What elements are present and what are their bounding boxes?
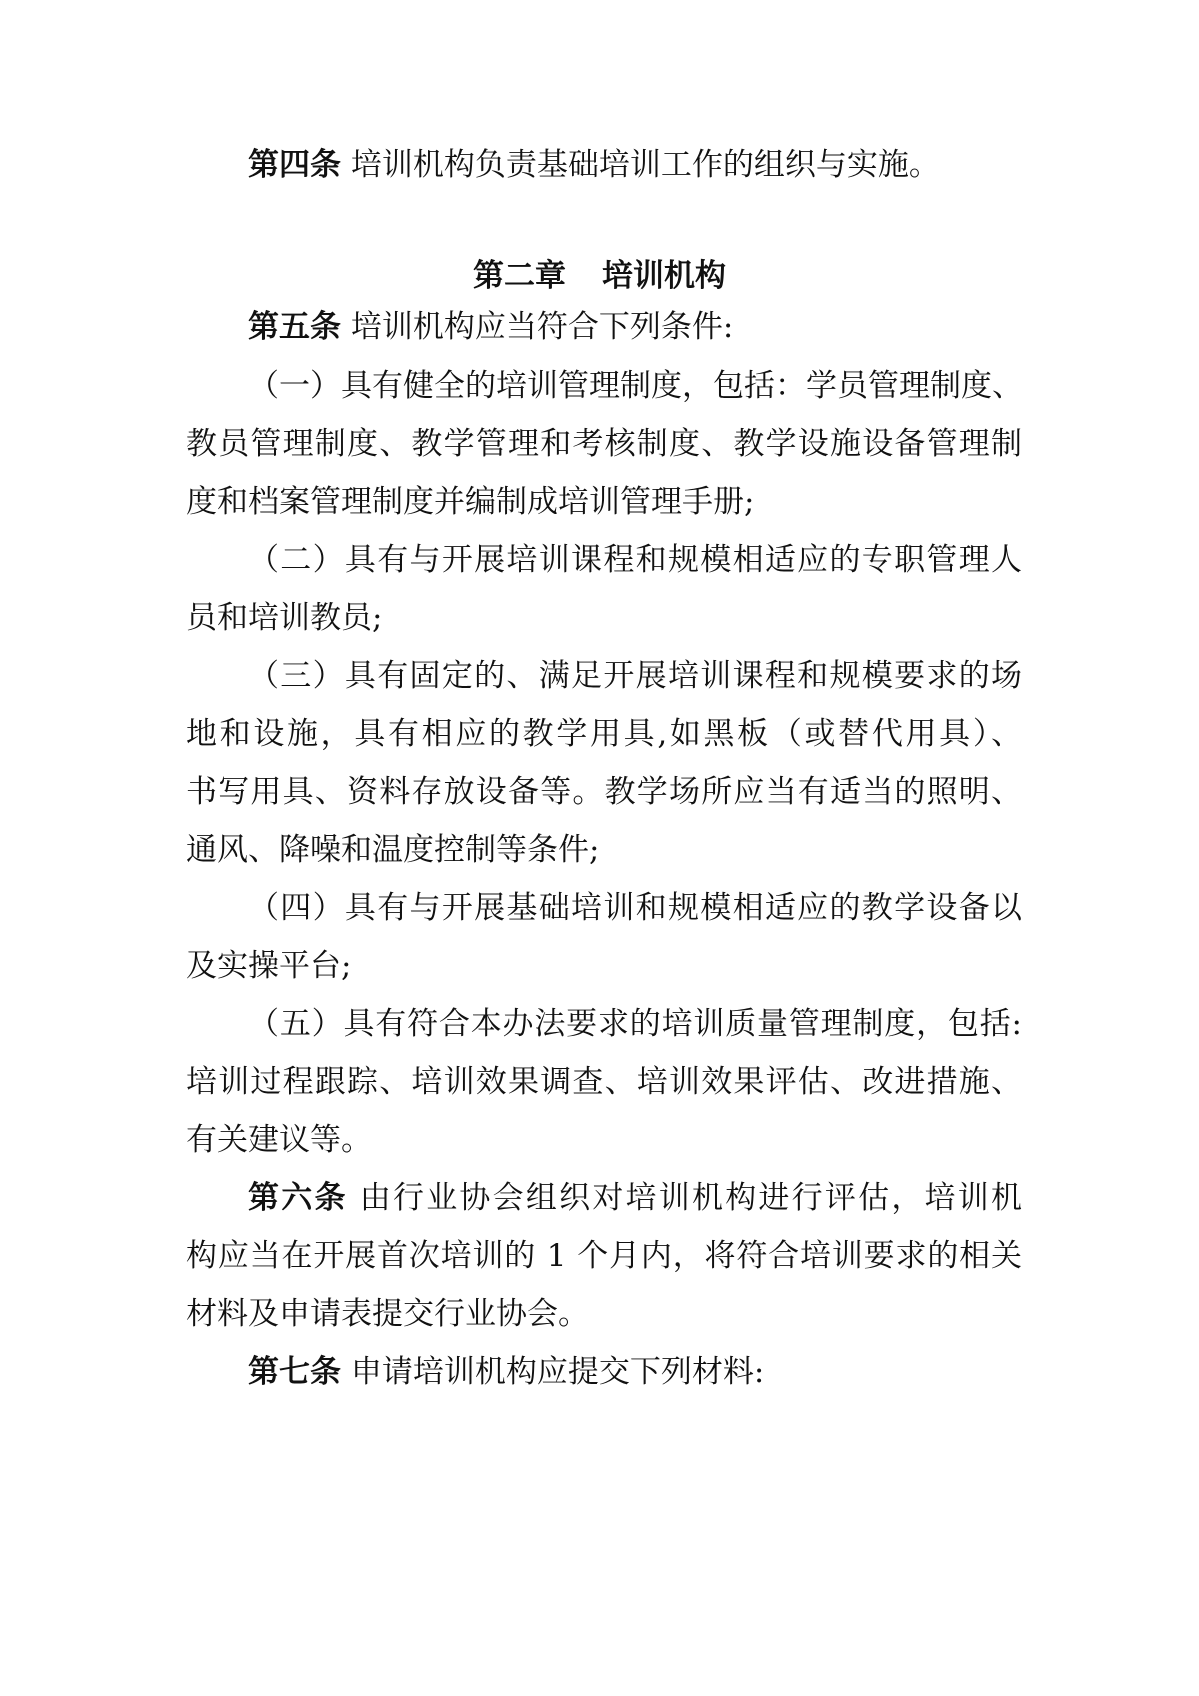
item-1-line-1: （一）具有健全的培训管理制度，包括：学员管理制度、 bbox=[248, 368, 1023, 404]
article-7-text: 申请培训机构应提交下列材料: bbox=[341, 1354, 765, 1390]
article-6-line-1 bbox=[248, 1176, 1022, 1220]
item-5-line-1: （五）具有符合本办法要求的培训质量管理制度，包括: bbox=[248, 1006, 1022, 1042]
chapter-heading bbox=[0, 254, 1199, 298]
article-4-text: 培训机构负责基础培训工作的组织与实施。 bbox=[341, 147, 940, 183]
article-5-label: 第五条 bbox=[248, 309, 341, 345]
item-3-line-4: 通风、降噪和温度控制等条件; bbox=[186, 832, 600, 868]
article-6-text: 由行业协会组织对培训机构进行评估，培训机 bbox=[347, 1180, 1022, 1216]
item-3-line-2: 地和设施，具有相应的教学用具,如黑板（或替代用具）、 bbox=[186, 716, 1022, 752]
item-3-line-1: （三）具有固定的、满足开展培训课程和规模要求的场 bbox=[248, 658, 1022, 694]
article-6-label: 第六条 bbox=[248, 1180, 348, 1216]
item-4-line-2: 及实操平台; bbox=[186, 948, 352, 984]
article-4-label: 第四条 bbox=[248, 147, 341, 183]
item-1-line-2: 教员管理制度、教学管理和考核制度、教学设施设备管理制 bbox=[186, 426, 1022, 462]
chapter-title: 培训机构 bbox=[602, 258, 726, 294]
article-6-line-2: 构应当在开展首次培训的 1 个月内，将符合培训要求的相关 bbox=[186, 1238, 1022, 1274]
article-4 bbox=[248, 143, 1022, 187]
item-5-line-2: 培训过程跟踪、培训效果调查、培训效果评估、改进措施、 bbox=[186, 1064, 1022, 1100]
article-7-label: 第七条 bbox=[248, 1354, 341, 1390]
item-1-line-3: 度和档案管理制度并编制成培训管理手册; bbox=[186, 484, 755, 520]
article-6-line-3: 材料及申请表提交行业协会。 bbox=[186, 1296, 589, 1332]
item-2-line-2: 员和培训教员; bbox=[186, 600, 383, 636]
article-5-text: 培训机构应当符合下列条件: bbox=[341, 309, 734, 345]
item-3-line-3: 书写用具、资料存放设备等。教学场所应当有适当的照明、 bbox=[186, 774, 1022, 810]
item-4-line-1: （四）具有与开展基础培训和规模相适应的教学设备以 bbox=[248, 890, 1022, 926]
item-5-line-3: 有关建议等。 bbox=[186, 1122, 372, 1158]
article-5 bbox=[248, 305, 1022, 349]
article-7 bbox=[248, 1350, 1022, 1394]
item-2-line-1: （二）具有与开展培训课程和规模相适应的专职管理人 bbox=[248, 542, 1022, 578]
chapter-number: 第二章 bbox=[473, 258, 566, 294]
